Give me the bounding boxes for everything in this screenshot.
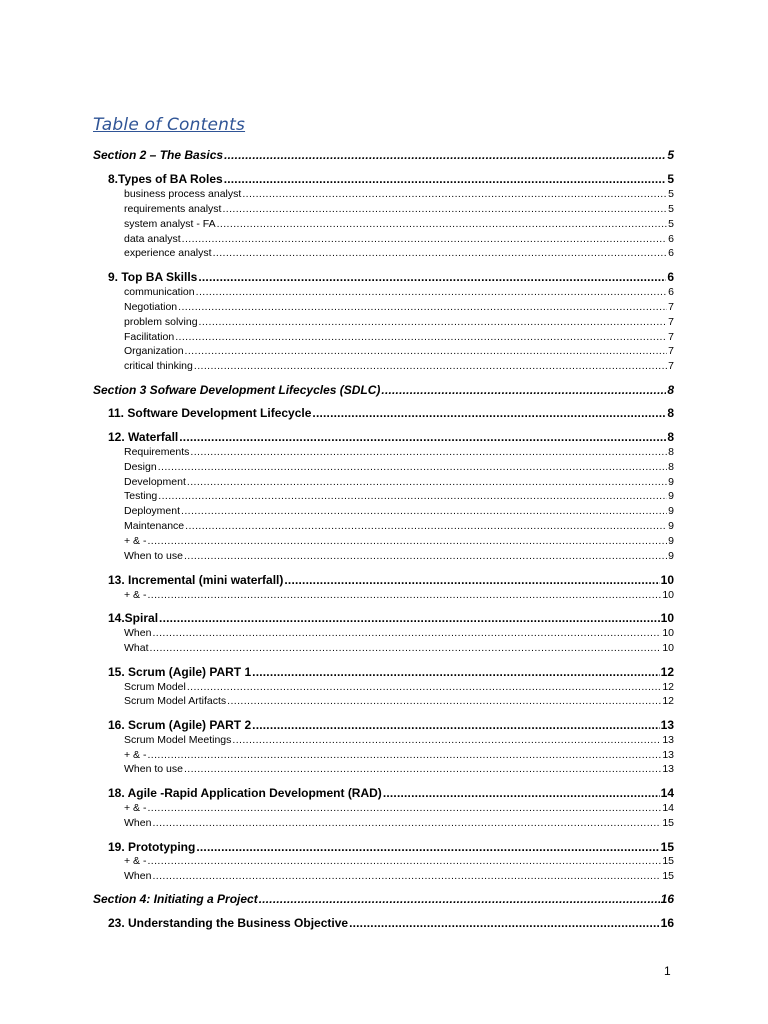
toc-subentry[interactable] — [124, 589, 674, 601]
toc-entry-title: What — [124, 642, 149, 654]
toc-page-number: 8 — [667, 430, 674, 444]
toc-dot-leader — [158, 461, 667, 473]
toc-section-entry[interactable] — [93, 383, 674, 397]
toc-subentry[interactable] — [124, 763, 674, 775]
toc-dot-leader — [252, 665, 659, 679]
toc-subentry[interactable] — [124, 520, 674, 532]
toc-page-number: 6 — [668, 247, 674, 259]
toc-page-number: 9 — [668, 476, 674, 488]
toc-dot-leader — [259, 892, 660, 906]
toc-page-number: 5 — [667, 148, 674, 162]
toc-dot-leader — [242, 188, 667, 200]
toc-subentry[interactable] — [124, 855, 674, 867]
toc-subentry[interactable] — [124, 627, 674, 639]
toc-entry-title: 13. Incremental (mini waterfall) — [108, 573, 284, 587]
toc-subentry[interactable] — [124, 247, 674, 259]
toc-page-number: 9 — [668, 490, 674, 502]
toc-page-number: 8 — [667, 383, 674, 397]
toc-entry-title: Deployment — [124, 505, 181, 517]
toc-entry-title: Testing — [124, 490, 158, 502]
toc-entry-title: 9. Top BA Skills — [108, 270, 198, 284]
toc-entry-title: Section 3 Sofware Development Lifecycles (SDLC) — [93, 383, 381, 397]
toc-subentry[interactable] — [124, 817, 674, 829]
toc-entry-title: Negotiation — [124, 301, 178, 313]
toc-dot-leader — [381, 383, 666, 397]
toc-entry-title: 18. Agile -Rapid Application Development (RAD) — [108, 786, 382, 800]
toc-subentry[interactable] — [124, 461, 674, 473]
toc-dot-leader — [182, 233, 668, 245]
toc-subentry[interactable] — [124, 476, 674, 488]
toc-entry-title: 15. Scrum (Agile) PART 1 — [108, 665, 252, 679]
toc-dot-leader — [252, 718, 659, 732]
toc-page-number: 7 — [668, 360, 674, 372]
toc-entry-title: 14.Spiral — [108, 611, 159, 625]
toc-chapter-entry[interactable] — [108, 406, 674, 420]
toc-page-number: 16 — [660, 916, 674, 930]
toc-dot-leader — [175, 331, 667, 343]
toc-subentry[interactable] — [124, 316, 674, 328]
toc-page-number: 14 — [660, 786, 674, 800]
toc-chapter-entry[interactable] — [108, 430, 674, 444]
toc-dot-leader — [187, 476, 667, 488]
toc-subentry[interactable] — [124, 233, 674, 245]
toc-title: Table of Contents — [93, 115, 246, 135]
toc-page-number: 13 — [662, 749, 674, 761]
toc-page-number: 15 — [662, 870, 674, 882]
toc-dot-leader — [147, 589, 661, 601]
toc-chapter-entry[interactable] — [108, 916, 674, 930]
toc-page-number: 5 — [668, 188, 674, 200]
toc-entry-title: experience analyst — [124, 247, 212, 259]
toc-dot-leader — [227, 695, 661, 707]
toc-subentry[interactable] — [124, 218, 674, 230]
toc-dot-leader — [147, 855, 661, 867]
toc-entry-title: Maintenance — [124, 520, 185, 532]
toc-entry-title: + & - — [124, 589, 147, 601]
toc-dot-leader — [185, 520, 667, 532]
toc-subentry[interactable] — [124, 345, 674, 357]
toc-entry-title: business process analyst — [124, 188, 242, 200]
toc-entry-title: system analyst - FA — [124, 218, 216, 230]
toc-subentry[interactable] — [124, 802, 674, 814]
toc-entry-title: Scrum Model Artifacts — [124, 695, 227, 707]
toc-chapter-entry[interactable] — [108, 611, 674, 625]
toc-dot-leader — [217, 218, 668, 230]
toc-page-number: 7 — [668, 345, 674, 357]
toc-page-number: 8 — [668, 446, 674, 458]
toc-entry-title: When — [124, 627, 152, 639]
toc-entry-title: When to use — [124, 550, 183, 562]
toc-subentry[interactable] — [124, 203, 674, 215]
toc-subentry[interactable] — [124, 286, 674, 298]
toc-section-entry[interactable] — [93, 148, 674, 162]
toc-subentry[interactable] — [124, 642, 674, 654]
toc-entry-title: Requirements — [124, 446, 190, 458]
toc-page-number: 9 — [668, 505, 674, 517]
toc-chapter-entry[interactable] — [108, 665, 674, 679]
toc-page-number: 7 — [668, 331, 674, 343]
toc-page-number: 10 — [662, 589, 674, 601]
toc-chapter-entry[interactable] — [108, 270, 674, 284]
toc-entry-title: 11. Software Development Lifecycle — [108, 406, 312, 420]
toc-page-number: 8 — [668, 461, 674, 473]
toc-dot-leader — [147, 802, 661, 814]
toc-page-number: 12 — [660, 665, 674, 679]
toc-dot-leader — [224, 148, 666, 162]
toc-dot-leader — [199, 316, 668, 328]
toc-page-number: 13 — [662, 763, 674, 775]
toc-page-number: 9 — [668, 550, 674, 562]
toc-dot-leader — [178, 301, 667, 313]
toc-dot-leader — [312, 406, 666, 420]
toc-dot-leader — [152, 627, 661, 639]
toc-entry-title: problem solving — [124, 316, 198, 328]
toc-subentry[interactable] — [124, 681, 674, 693]
toc-page-number: 6 — [668, 286, 674, 298]
toc-subentry[interactable] — [124, 188, 674, 200]
toc-entry-title: + & - — [124, 802, 147, 814]
toc-page-number: 5 — [668, 218, 674, 230]
toc-entry-title: Section 4: Initiating a Project — [93, 892, 258, 906]
toc-subentry[interactable] — [124, 446, 674, 458]
toc-entry-title: Organization — [124, 345, 184, 357]
toc-dot-leader — [232, 734, 661, 746]
toc-page-number: 15 — [660, 840, 674, 854]
toc-dot-leader — [152, 817, 661, 829]
toc-page-number: 6 — [668, 233, 674, 245]
toc-page-number: 16 — [660, 892, 674, 906]
toc-page-number: 12 — [662, 681, 674, 693]
toc-dot-leader — [158, 490, 667, 502]
toc-chapter-entry[interactable] — [108, 840, 674, 854]
toc-entry-title: Facilitation — [124, 331, 175, 343]
toc-entry-title: Scrum Model — [124, 681, 186, 693]
toc-page-number: 12 — [662, 695, 674, 707]
toc-page-number: 9 — [668, 520, 674, 532]
toc-page-number: 13 — [662, 734, 674, 746]
toc-subentry[interactable] — [124, 734, 674, 746]
toc-entry-title: + & - — [124, 855, 147, 867]
toc-dot-leader — [181, 505, 667, 517]
toc-page-number: 10 — [660, 611, 674, 625]
toc-subentry[interactable] — [124, 535, 674, 547]
toc-entry-title: 23. Understanding the Business Objective — [108, 916, 349, 930]
toc-dot-leader — [284, 573, 659, 587]
toc-dot-leader — [194, 360, 667, 372]
toc-dot-leader — [179, 430, 666, 444]
toc-section-entry[interactable] — [93, 892, 674, 906]
toc-page-number: 5 — [668, 203, 674, 215]
toc-dot-leader — [196, 286, 668, 298]
toc-entry-title: 8.Types of BA Roles — [108, 172, 223, 186]
toc-dot-leader — [224, 172, 667, 186]
toc-dot-leader — [152, 870, 661, 882]
toc-page-number: 14 — [662, 802, 674, 814]
toc-page-number: 7 — [668, 316, 674, 328]
toc-subentry[interactable] — [124, 490, 674, 502]
toc-entry-title: requirements analyst — [124, 203, 222, 215]
toc-dot-leader — [187, 681, 661, 693]
toc-page-number: 13 — [660, 718, 674, 732]
toc-subentry[interactable] — [124, 749, 674, 761]
toc-dot-leader — [198, 270, 666, 284]
toc-chapter-entry[interactable] — [108, 718, 674, 732]
toc-entry-title: communication — [124, 286, 195, 298]
toc-page-number: 10 — [662, 627, 674, 639]
toc-entry-title: When to use — [124, 763, 183, 775]
toc-entry-title: + & - — [124, 535, 147, 547]
toc-dot-leader — [147, 749, 661, 761]
toc-subentry[interactable] — [124, 695, 674, 707]
toc-page-number: 8 — [667, 406, 674, 420]
toc-entry-title: Design — [124, 461, 157, 473]
toc-dot-leader — [190, 446, 667, 458]
toc-entry-title: data analyst — [124, 233, 181, 245]
toc-entry-title: Section 2 – The Basics — [93, 148, 224, 162]
toc-subentry[interactable] — [124, 550, 674, 562]
toc-entry-title: critical thinking — [124, 360, 193, 372]
toc-subentry[interactable] — [124, 870, 674, 882]
page-number: 1 — [664, 964, 671, 978]
toc-page-number: 5 — [667, 172, 674, 186]
toc-subentry[interactable] — [124, 331, 674, 343]
toc-page-number: 7 — [668, 301, 674, 313]
toc-dot-leader — [185, 345, 668, 357]
toc-chapter-entry[interactable] — [108, 786, 674, 800]
toc-dot-leader — [196, 840, 659, 854]
toc-page-number: 9 — [668, 535, 674, 547]
toc-dot-leader — [222, 203, 667, 215]
toc-page-number: 15 — [662, 855, 674, 867]
toc-chapter-entry[interactable] — [108, 172, 674, 186]
toc-entry-title: + & - — [124, 749, 147, 761]
toc-dot-leader — [184, 550, 667, 562]
toc-subentry[interactable] — [124, 301, 674, 313]
toc-entry-title: Scrum Model Meetings — [124, 734, 232, 746]
toc-entry-title: When — [124, 817, 152, 829]
toc-chapter-entry[interactable] — [108, 573, 674, 587]
toc-dot-leader — [349, 916, 660, 930]
toc-dot-leader — [147, 535, 667, 547]
toc-entry-title: 12. Waterfall — [108, 430, 179, 444]
toc-entry-title: 19. Prototyping — [108, 840, 196, 854]
toc-dot-leader — [150, 642, 662, 654]
toc-entry-title: 16. Scrum (Agile) PART 2 — [108, 718, 252, 732]
toc-dot-leader — [184, 763, 661, 775]
toc-dot-leader — [383, 786, 660, 800]
toc-subentry[interactable] — [124, 360, 674, 372]
toc-subentry[interactable] — [124, 505, 674, 517]
toc-dot-leader — [159, 611, 660, 625]
toc-dot-leader — [213, 247, 668, 259]
toc-page-number: 6 — [667, 270, 674, 284]
toc-page-number: 10 — [660, 573, 674, 587]
toc-page-number: 15 — [662, 817, 674, 829]
toc-page-number: 10 — [662, 642, 674, 654]
toc-entry-title: Development — [124, 476, 186, 488]
toc-entry-title: When — [124, 870, 152, 882]
